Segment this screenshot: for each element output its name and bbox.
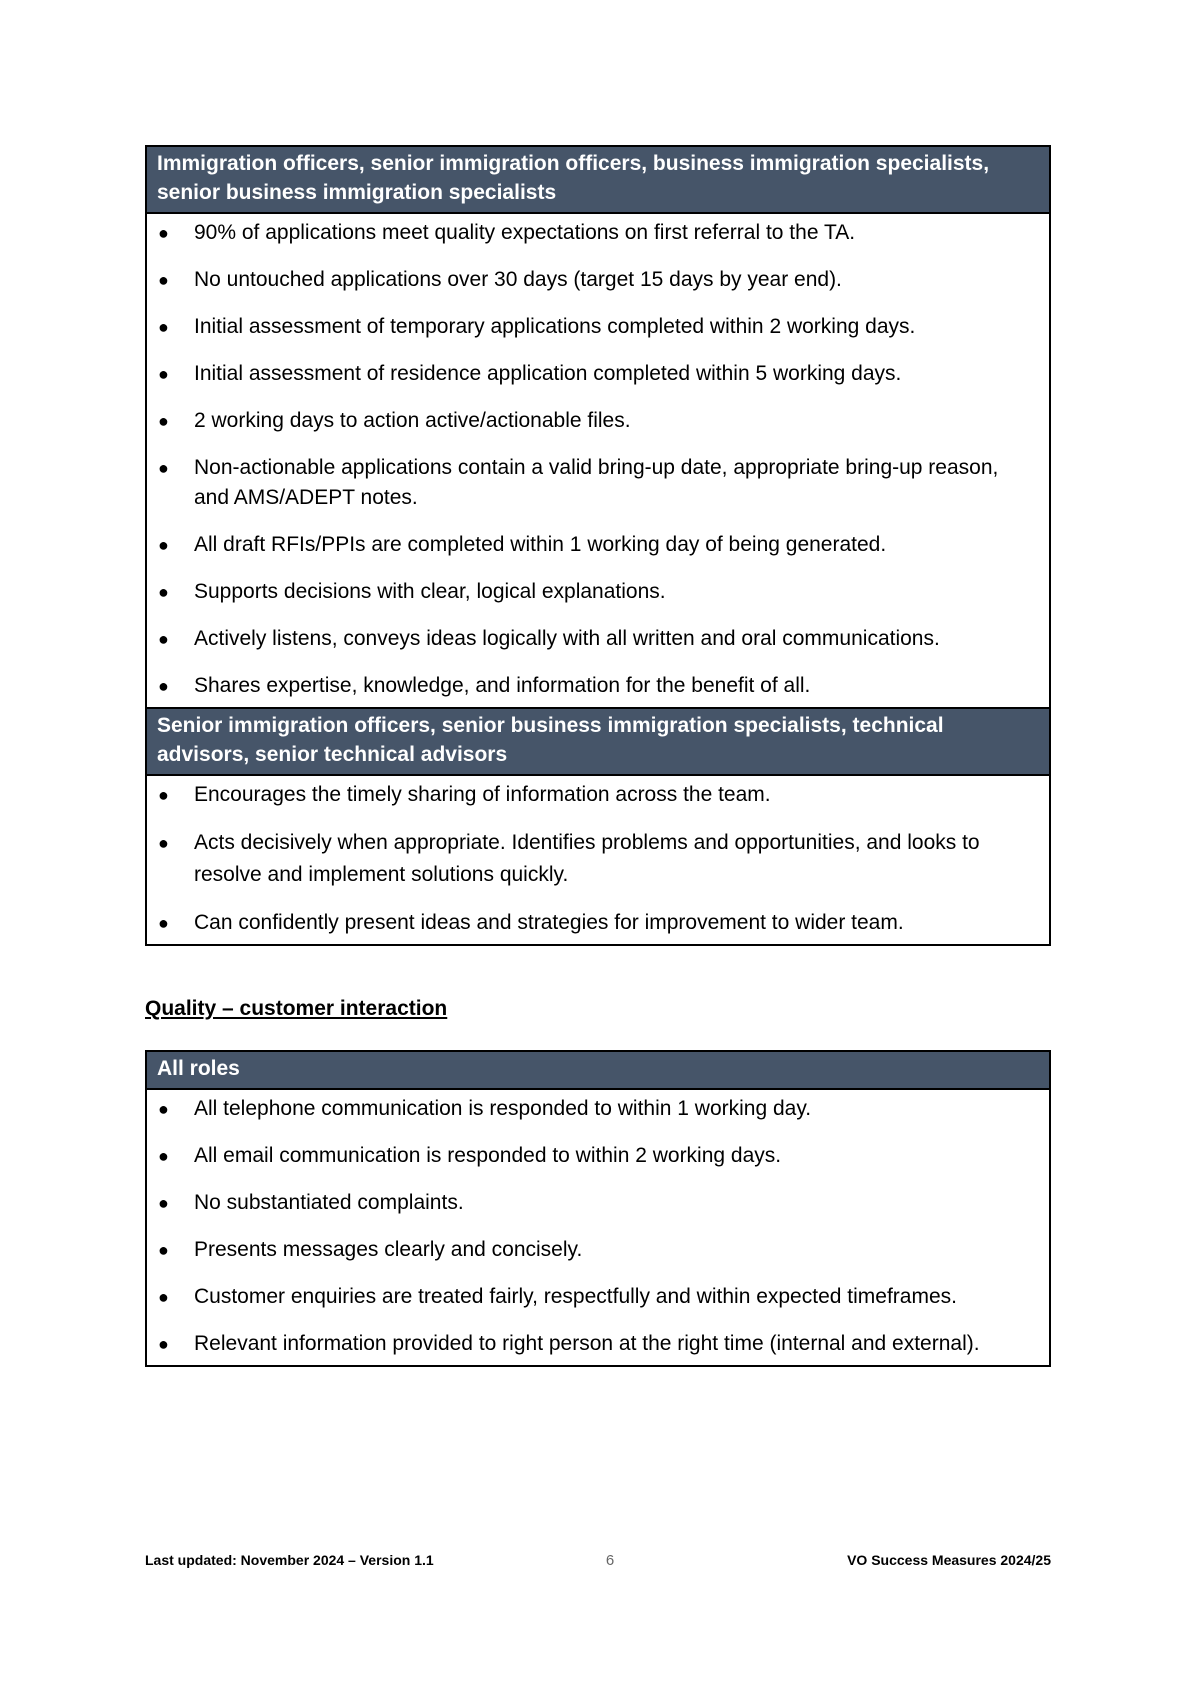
bullet-icon: ● xyxy=(158,582,169,602)
bullet-icon: ● xyxy=(158,364,169,384)
table-body xyxy=(147,776,1049,944)
list-item: ● Presents messages clearly and concisely. xyxy=(157,1235,1039,1265)
list-item: ● Relevant information provided to right person at the right time (internal and external). xyxy=(157,1329,1039,1359)
bullet-icon: ● xyxy=(158,785,169,805)
list-item: ● Initial assessment of residence application completed within 5 working days. xyxy=(157,359,1039,389)
list-item: ● No untouched applications over 30 days (target 15 days by year end). xyxy=(157,265,1039,295)
bullet-icon: ● xyxy=(158,317,169,337)
table-body xyxy=(147,1090,1049,1365)
list-item: ● Shares expertise, knowledge, and information for the benefit of all. xyxy=(157,671,1039,701)
footer-document-title: VO Success Measures 2024/25 xyxy=(847,1552,1051,1568)
list-item: ● Actively listens, conveys ideas logically with all written and oral communications. xyxy=(157,624,1039,654)
bullet-icon: ● xyxy=(158,913,169,933)
list-item: ● Can confidently present ideas and strategies for improvement to wider team. xyxy=(157,908,1039,938)
list-item: ● All email communication is responded to within 2 working days. xyxy=(157,1141,1039,1171)
bullet-icon: ● xyxy=(158,676,169,696)
list-item: ● Encourages the timely sharing of information across the team. xyxy=(157,780,1039,810)
bullet-icon: ● xyxy=(158,458,169,478)
bullet-icon: ● xyxy=(158,1099,169,1119)
list-item: ● 2 working days to action active/actionable files. xyxy=(157,406,1039,436)
list-item: ● 90% of applications meet quality expectations on first referral to the TA. xyxy=(157,218,1039,248)
measures-table-officers xyxy=(145,145,1051,946)
bullet-icon: ● xyxy=(158,411,169,431)
bullet-icon: ● xyxy=(158,1193,169,1213)
bullet-icon: ● xyxy=(158,833,169,853)
bullet-icon: ● xyxy=(158,629,169,649)
list-item: ● All telephone communication is responded to within 1 working day. xyxy=(157,1094,1039,1124)
list-item: ● Initial assessment of temporary applications completed within 2 working days. xyxy=(157,312,1039,342)
bullet-icon: ● xyxy=(158,270,169,290)
list-item: ● Supports decisions with clear, logical explanations. xyxy=(157,577,1039,607)
list-item: ● No substantiated complaints. xyxy=(157,1188,1039,1218)
list-item: ● All draft RFIs/PPIs are completed within 1 working day of being generated. xyxy=(157,530,1039,560)
table-body xyxy=(147,214,1049,707)
bullet-icon: ● xyxy=(158,1146,169,1166)
list-item: ● Non-actionable applications contain a valid bring-up date, appropriate bring-up reason, and AMS/ADEPT notes. xyxy=(157,453,1039,513)
section-title: Quality – customer interaction xyxy=(145,997,448,1020)
bullet-icon: ● xyxy=(158,1287,169,1307)
list-item: ● Acts decisively when appropriate. Identifies problems and opportunities, and looks to resolve and implement solutions quickly. xyxy=(157,827,1039,891)
page-number: 6 xyxy=(605,1552,615,1569)
measures-table-all-roles xyxy=(145,1050,1051,1367)
bullet-icon: ● xyxy=(158,535,169,555)
footer-last-updated: Last updated: November 2024 – Version 1.1 xyxy=(145,1552,434,1568)
table-heading: Immigration officers, senior immigration officers, business immigration specialists, senior business immigration specialists xyxy=(147,147,1049,214)
bullet-icon: ● xyxy=(158,223,169,243)
bullet-icon: ● xyxy=(158,1334,169,1354)
bullet-icon: ● xyxy=(158,1240,169,1260)
list-item: ● Customer enquiries are treated fairly, respectfully and within expected timeframes. xyxy=(157,1282,1039,1312)
table-heading: Senior immigration officers, senior business immigration specialists, technical advisors, senior technical advisors xyxy=(147,707,1049,776)
table-heading: All roles xyxy=(147,1052,1049,1090)
